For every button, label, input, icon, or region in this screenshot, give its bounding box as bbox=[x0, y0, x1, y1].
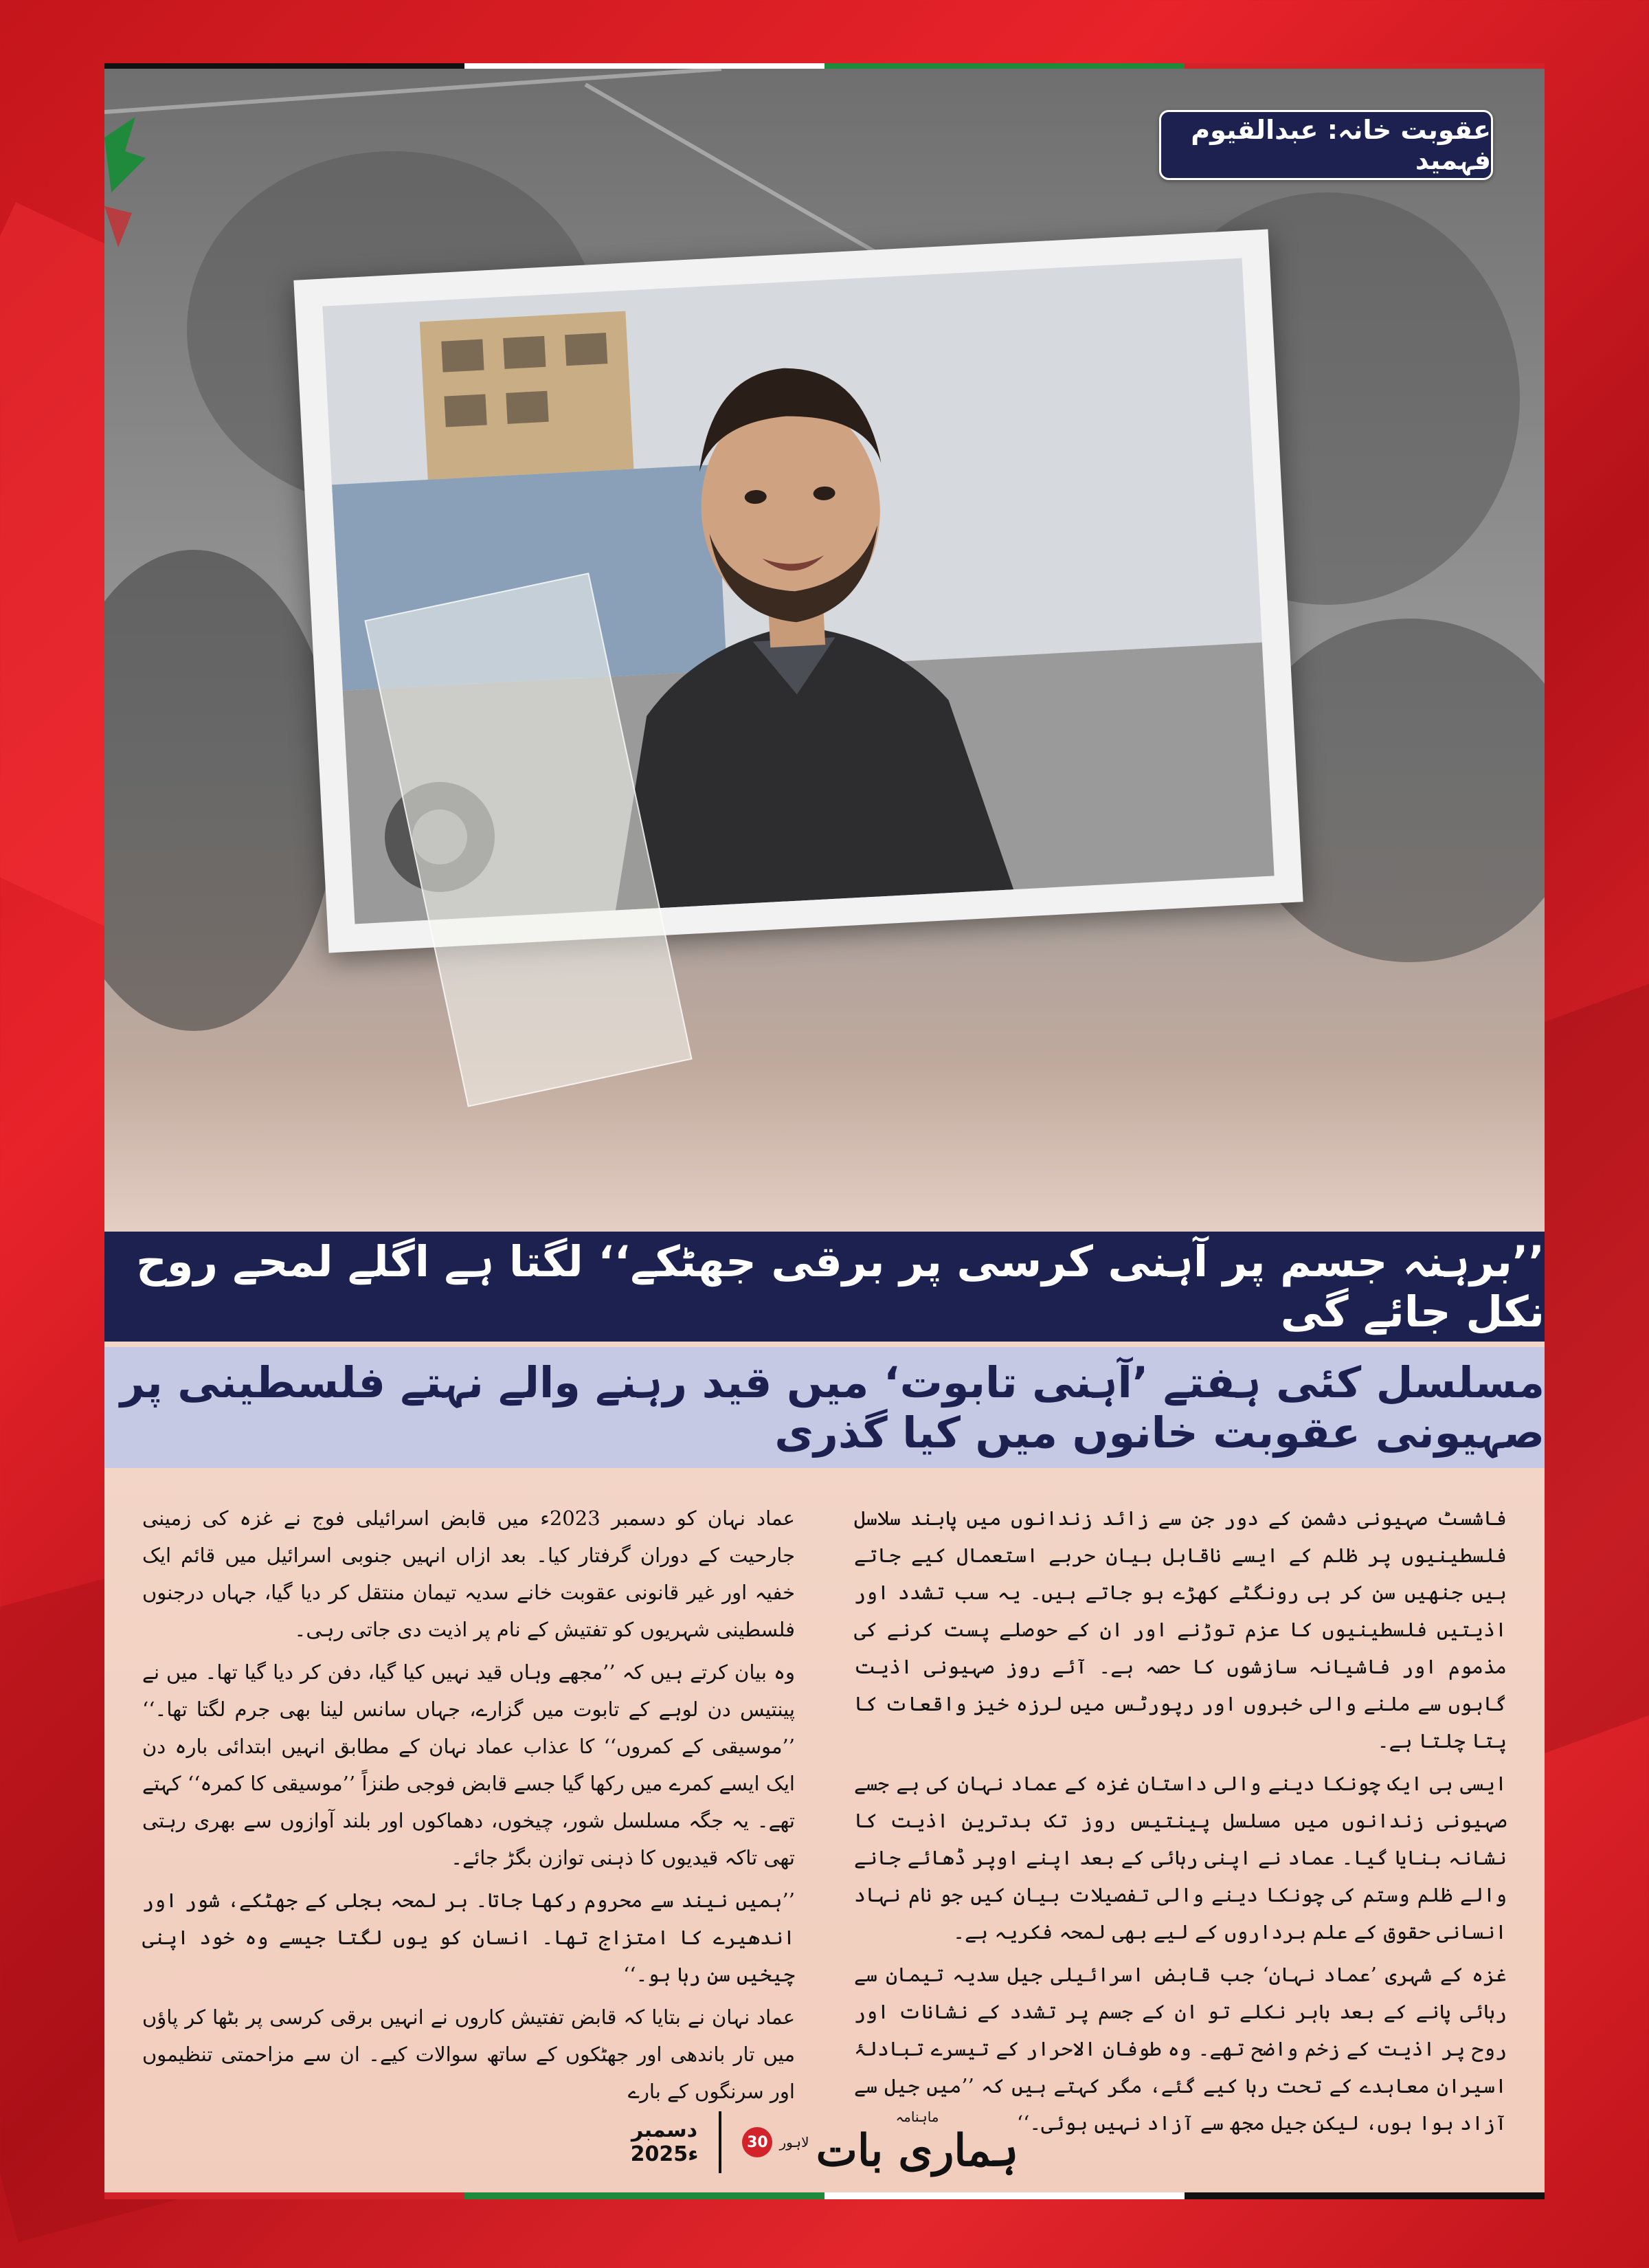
paragraph: فاشسٹ صہیونی دشمن کے دور جن سے زائد زندانوں میں پابند سلاسل فلسطینیوں پر ظلم کے ایسے ناقابل بیان حربے استعمال کیے جاتے ہیں جنھیں سن کر ہی رونگٹے کھڑے ہو جاتے ہیں۔ یہ سب تشدد اور اذیتیں فلسطینیوں کا عزم توڑنے اور ان کے حوصلے پست کرنے کی مذموم اور فاشیانہ سازشوں کا حصہ ہے۔ آئے روز صہیونی اذیت گاہوں سے ملنے والی خبروں اور رپورٹس میں لرزہ خیز واقعات کا پتا چلتا ہے۔ bbox=[854, 1507, 1507, 1753]
headline: ’’برہنہ جسم پر آہنی کرسی پر برقی جھٹکے‘‘ لگتا ہے اگلے لمحے روح نکل جائے گی bbox=[136, 1236, 1545, 1337]
hero-image bbox=[104, 69, 1545, 1237]
section-tag bbox=[1159, 110, 1493, 180]
headline-bar bbox=[104, 1232, 1545, 1342]
subheadline-bar bbox=[104, 1347, 1545, 1468]
paragraph: غزہ کے شہری ’عماد نہان‘ جب قابض اسرائیلی جیل سدیہ تیمان سے رہائی پانے کے بعد باہر نکلے تو ان کے جسم پر تشدد کے نشانات اور روح پر اذیت کے زخم واضح تھے۔ وہ طوفان الاحرار کے تیسرے تبادلۂ اسیران معاہدے کے تحت رہا کیے گئے، مگر کہتے ہیں کہ ’’میں جیل سے آزاد ہوا ہوں، لیکن جیل مجھ سے آزاد نہیں ہوئی۔‘‘ bbox=[854, 1963, 1507, 2135]
issue-month: دسمبر bbox=[631, 2118, 697, 2142]
paragraph: وہ بیان کرتے ہیں کہ ’’مجھے وہاں قید نہیں کیا گیا، دفن کر دیا گیا تھا۔ میں نے پینتیس دن لوہے کے تابوت میں گزارے، جہاں سانس لینا بھی جرم لگتا تھا۔‘‘ ’’موسیقی کے کمروں‘‘ کا عذاب عماد نہان کے مطابق انہیں ابتدائی بارہ دن ایک ایسے کمرے میں رکھا گیا جسے قابض فوجی طنزاً ’’موسیقی کا کمرہ‘‘ کہتے تھے۔ یہ جگہ مسلسل شور، چیخوں، دھماکوں اور بلند آوازوں سے بھری رہتی تھی تاکہ قیدیوں کا ذہنی توازن بگڑ جائے۔ bbox=[142, 1660, 795, 1869]
paragraph: عماد نہان نے بتایا کہ قابض تفتیش کاروں نے انہیں برقی کرسی پر بٹھا کر پاؤں میں تار باندھی اور جھٹکوں کے ساتھ سوالات کیے۔ ان سے مزاحمتی تنظیموں اور سرنگوں کے بارے bbox=[142, 2005, 795, 2103]
magazine-number-badge: 30 bbox=[742, 2127, 772, 2157]
section-tag-label: عقوبت خانہ: عبدالقیوم فہمید bbox=[1191, 115, 1491, 175]
magazine-name: ہماری بات bbox=[816, 2124, 1019, 2177]
flag-stripe-bottom bbox=[104, 2192, 1545, 2199]
paragraph: ’’ہمیں نیند سے محروم رکھا جاتا۔ ہر لمحہ بجلی کے جھٹکے، شور اور اندھیرے کا امتزاج تھا۔ انسان کو یوں لگتا جیسے وہ خود اپنی چیخیں سن رہا ہو۔‘‘ bbox=[142, 1889, 795, 1986]
footer-divider bbox=[719, 2111, 721, 2173]
magazine-page bbox=[104, 63, 1545, 2199]
paragraph: عماد نہان کو دسمبر 2023ء میں قابض اسرائیلی فوج نے غزہ کی زمینی جارحیت کے دوران گرفتار کیا۔ بعد ازاں انہیں جنوبی اسرائیل میں قائم ایک خفیہ اور غیر قانونی عقوبت خانے سدیہ تیمان منتقل کر دیا گیا، جہاں درجنوں فلسطینی شہریوں کو تفتیش کے نام پر اذیت دی جاتی رہی۔ bbox=[142, 1507, 795, 1641]
issue-year: 2025ء bbox=[630, 2142, 699, 2166]
magazine-small-label: ماہنامہ bbox=[895, 2108, 939, 2125]
publisher-logo-icon bbox=[104, 110, 153, 261]
page-footer bbox=[104, 2104, 1545, 2180]
article-column-left bbox=[142, 1500, 795, 2103]
magazine-city: لاہور bbox=[779, 2134, 809, 2150]
magazine-masthead bbox=[742, 2109, 1018, 2177]
paragraph: ایسی ہی ایک چونکا دینے والی داستان غزہ کے عماد نہان کی ہے جسے صہیونی زندانوں میں مسلسل پینتیس روز تک بدترین اذیت کا نشانہ بنایا گیا۔ عماد نے اپنی رہائی کے بعد اپنے اوپر ڈھائے جانے والے ظلم وستم کی چونکا دینے والی تفصیلات بیان کیں جو نام نہاد انسانی حقوق کے علم برداروں کے لیے بھی لمحہ فکریہ ہے۔ bbox=[854, 1772, 1507, 1944]
background-figure bbox=[104, 550, 338, 1031]
subheadline: مسلسل کئی ہفتے ’آہنی تابوت‘ میں قید رہنے والے نہتے فلسطینی پر صہیونی عقوبت خانوں میں کیا گذری bbox=[120, 1357, 1545, 1458]
flag-stripe-top bbox=[104, 63, 1545, 69]
issue-date bbox=[631, 2118, 699, 2166]
